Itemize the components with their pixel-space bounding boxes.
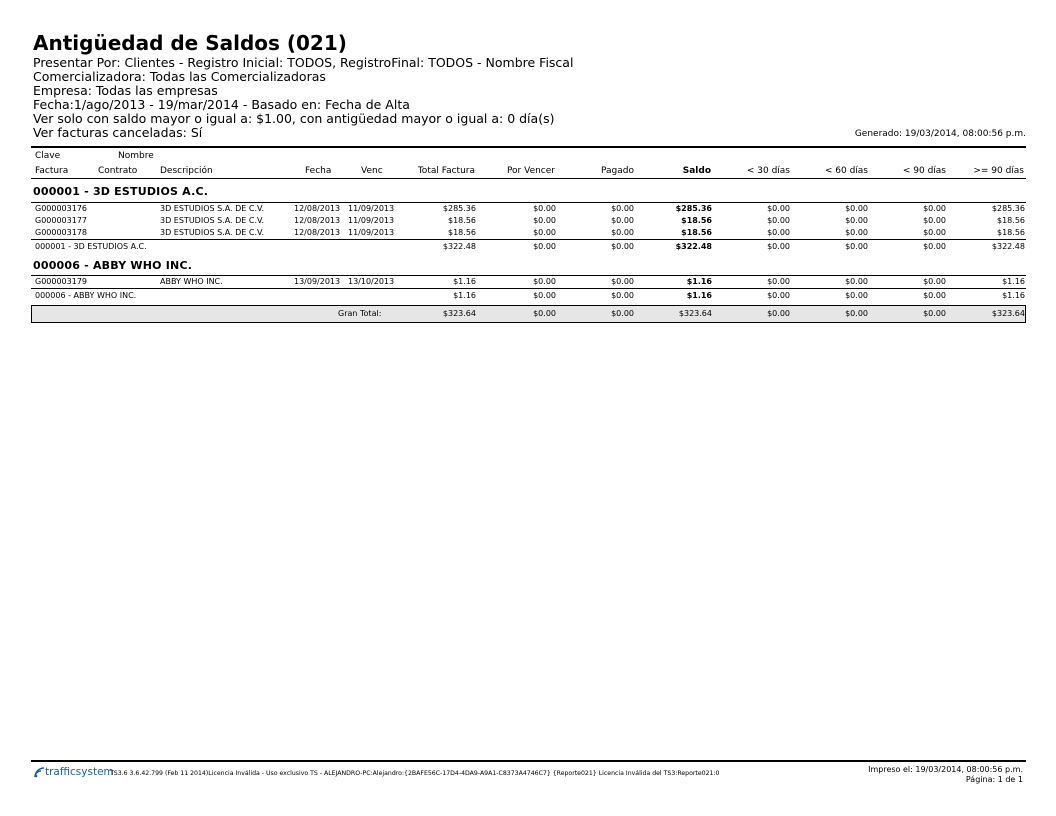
col-por-vencer: Por Vencer bbox=[506, 166, 555, 176]
cell-fecha: 12/08/2013 bbox=[294, 216, 341, 225]
cell-lt60: $0.00 bbox=[845, 291, 868, 300]
cell-por-vencer: $0.00 bbox=[533, 291, 556, 300]
cell-saldo: $1.16 bbox=[686, 291, 712, 300]
cell-por-vencer: $0.00 bbox=[533, 242, 556, 251]
col-venc: Venc bbox=[361, 166, 383, 176]
subtotal-label: 000006 - ABBY WHO INC. bbox=[35, 291, 137, 300]
param-line: Ver facturas canceladas: Sí bbox=[33, 125, 203, 140]
cell-saldo: $18.56 bbox=[681, 228, 712, 237]
cell-total: $18.56 bbox=[448, 228, 476, 237]
logo-text: trafficsystem bbox=[45, 766, 114, 778]
header-bottom-rule bbox=[31, 178, 1026, 179]
cell-ge90: $1.16 bbox=[1002, 277, 1025, 286]
param-line: Empresa: Todas las empresas bbox=[33, 83, 218, 98]
cell-pagado: $0.00 bbox=[611, 309, 634, 318]
header-top-rule bbox=[31, 146, 1026, 148]
cell-por-vencer: $0.00 bbox=[533, 228, 556, 237]
cell-venc: 11/09/2013 bbox=[348, 204, 395, 213]
col-lt90: < 90 días bbox=[902, 166, 946, 176]
report-title: Antigüedad de Saldos (021) bbox=[33, 31, 347, 55]
cell-lt90: $0.00 bbox=[923, 277, 946, 286]
cell-saldo: $1.16 bbox=[686, 277, 712, 286]
cell-lt30: $0.00 bbox=[767, 277, 790, 286]
cell-lt90: $0.00 bbox=[923, 204, 946, 213]
cell-total: $323.64 bbox=[442, 309, 476, 318]
cell-lt30: $0.00 bbox=[767, 228, 790, 237]
cell-pagado: $0.00 bbox=[611, 242, 634, 251]
param-line: Presentar Por: Clientes - Registro Inicial: TODOS, RegistroFinal: TODOS - Nombre Fiscal bbox=[33, 55, 574, 70]
cell-lt90: $0.00 bbox=[923, 291, 946, 300]
cell-pagado: $0.00 bbox=[611, 228, 634, 237]
cell-por-vencer: $0.00 bbox=[533, 309, 556, 318]
cell-saldo: $322.48 bbox=[675, 242, 712, 251]
cell-descripcion: ABBY WHO INC. bbox=[160, 277, 223, 286]
cell-lt60: $0.00 bbox=[845, 309, 868, 318]
signal-wave-icon bbox=[33, 766, 45, 778]
col-ge90: >= 90 días bbox=[973, 166, 1024, 176]
cell-fecha: 12/08/2013 bbox=[294, 204, 341, 213]
cell-total: $1.16 bbox=[453, 291, 476, 300]
group-rule bbox=[31, 275, 1026, 276]
subtotal-rule bbox=[31, 239, 1026, 240]
table-row bbox=[31, 228, 1026, 239]
subtotal-row bbox=[31, 291, 1026, 302]
cell-pagado: $0.00 bbox=[611, 204, 634, 213]
col-descripcion: Descripción bbox=[160, 166, 213, 176]
col-pagado: Pagado bbox=[601, 166, 634, 176]
table-row bbox=[31, 216, 1026, 227]
group-rule bbox=[31, 202, 1026, 203]
col-contrato: Contrato bbox=[98, 166, 138, 176]
cell-lt30: $0.00 bbox=[767, 309, 790, 318]
cell-factura: G000003178 bbox=[35, 228, 88, 237]
cell-por-vencer: $0.00 bbox=[533, 204, 556, 213]
license-note: TS3.6 3.6.42.799 (Feb 11 2014)Licencia Inválida - Uso exclusivo TS - ALEJANDRO-PC:Alejandro:{2BAFE56C-17D4-4DA9-A9A1-C8373A4746C7} {Reporte021} Licencia Inválida del TS3:Reporte021:0 bbox=[110, 770, 720, 777]
cell-saldo: $323.64 bbox=[678, 309, 712, 318]
cell-por-vencer: $0.00 bbox=[533, 277, 556, 286]
cell-lt60: $0.00 bbox=[845, 204, 868, 213]
cell-ge90: $285.36 bbox=[991, 204, 1025, 213]
col-clave: Clave bbox=[35, 151, 61, 161]
cell-ge90: $18.56 bbox=[997, 228, 1025, 237]
cell-ge90: $322.48 bbox=[991, 242, 1025, 251]
col-factura: Factura bbox=[35, 166, 69, 176]
col-saldo: Saldo bbox=[682, 166, 711, 176]
cell-total: $1.16 bbox=[453, 277, 476, 286]
grand-total-label: Gran Total: bbox=[338, 309, 382, 318]
cell-ge90: $18.56 bbox=[997, 216, 1025, 225]
cell-pagado: $0.00 bbox=[611, 216, 634, 225]
cell-venc: 11/09/2013 bbox=[348, 228, 395, 237]
cell-lt90: $0.00 bbox=[923, 216, 946, 225]
trafficsystem-logo bbox=[33, 766, 114, 778]
page-number: Página: 1 de 1 bbox=[965, 775, 1023, 784]
cell-factura: G000003177 bbox=[35, 216, 88, 225]
cell-descripcion: 3D ESTUDIOS S.A. DE C.V. bbox=[160, 204, 265, 213]
cell-lt60: $0.00 bbox=[845, 277, 868, 286]
cell-lt30: $0.00 bbox=[767, 204, 790, 213]
cell-lt60: $0.00 bbox=[845, 216, 868, 225]
cell-venc: 11/09/2013 bbox=[348, 216, 395, 225]
cell-lt90: $0.00 bbox=[923, 242, 946, 251]
subtotal-row bbox=[31, 242, 1026, 253]
param-line: Comercializadora: Todas las Comercializadoras bbox=[33, 69, 326, 84]
table-row bbox=[31, 277, 1026, 288]
group-heading: 000001 - 3D ESTUDIOS A.C. bbox=[33, 185, 209, 198]
table-row bbox=[31, 204, 1026, 215]
cell-descripcion: 3D ESTUDIOS S.A. DE C.V. bbox=[160, 228, 265, 237]
cell-ge90: $323.64 bbox=[991, 309, 1025, 318]
cell-lt90: $0.00 bbox=[923, 228, 946, 237]
footer-rule bbox=[31, 760, 1026, 762]
cell-lt30: $0.00 bbox=[767, 216, 790, 225]
cell-fecha: 12/08/2013 bbox=[294, 228, 341, 237]
cell-pagado: $0.00 bbox=[611, 277, 634, 286]
param-line: Ver solo con saldo mayor o igual a: $1.00, con antigüedad mayor o igual a: 0 día(s) bbox=[33, 111, 555, 126]
cell-descripcion: 3D ESTUDIOS S.A. DE C.V. bbox=[160, 216, 265, 225]
col-fecha: Fecha bbox=[305, 166, 332, 176]
group-heading: 000006 - ABBY WHO INC. bbox=[33, 259, 193, 272]
subtotal-label: 000001 - 3D ESTUDIOS A.C. bbox=[35, 242, 147, 251]
cell-lt30: $0.00 bbox=[767, 291, 790, 300]
cell-factura: G000003176 bbox=[35, 204, 88, 213]
cell-fecha: 13/09/2013 bbox=[294, 277, 341, 286]
cell-venc: 13/10/2013 bbox=[348, 277, 395, 286]
cell-total: $18.56 bbox=[448, 216, 476, 225]
cell-por-vencer: $0.00 bbox=[533, 216, 556, 225]
cell-lt30: $0.00 bbox=[767, 242, 790, 251]
col-total-factura: Total Factura bbox=[417, 166, 475, 176]
cell-total: $285.36 bbox=[442, 204, 476, 213]
cell-lt60: $0.00 bbox=[845, 228, 868, 237]
cell-saldo: $285.36 bbox=[675, 204, 712, 213]
col-lt30: < 30 días bbox=[746, 166, 790, 176]
printed-timestamp: Impreso el: 19/03/2014, 08:00:56 p.m. bbox=[868, 765, 1023, 774]
cell-ge90: $1.16 bbox=[1002, 291, 1025, 300]
param-line: Fecha:1/ago/2013 - 19/mar/2014 - Basado en: Fecha de Alta bbox=[33, 97, 410, 112]
print-info bbox=[868, 765, 1023, 785]
col-lt60: < 60 días bbox=[824, 166, 868, 176]
subtotal-rule bbox=[31, 288, 1026, 289]
report-parameters bbox=[33, 56, 573, 140]
cell-saldo: $18.56 bbox=[681, 216, 712, 225]
cell-lt60: $0.00 bbox=[845, 242, 868, 251]
generated-timestamp: Generado: 19/03/2014, 08:00:56 p.m. bbox=[854, 129, 1026, 139]
cell-factura: G000003179 bbox=[35, 277, 88, 286]
cell-total: $322.48 bbox=[442, 242, 476, 251]
grand-total-row bbox=[31, 305, 1026, 323]
cell-lt90: $0.00 bbox=[923, 309, 946, 318]
cell-pagado: $0.00 bbox=[611, 291, 634, 300]
col-nombre: Nombre bbox=[118, 151, 154, 161]
